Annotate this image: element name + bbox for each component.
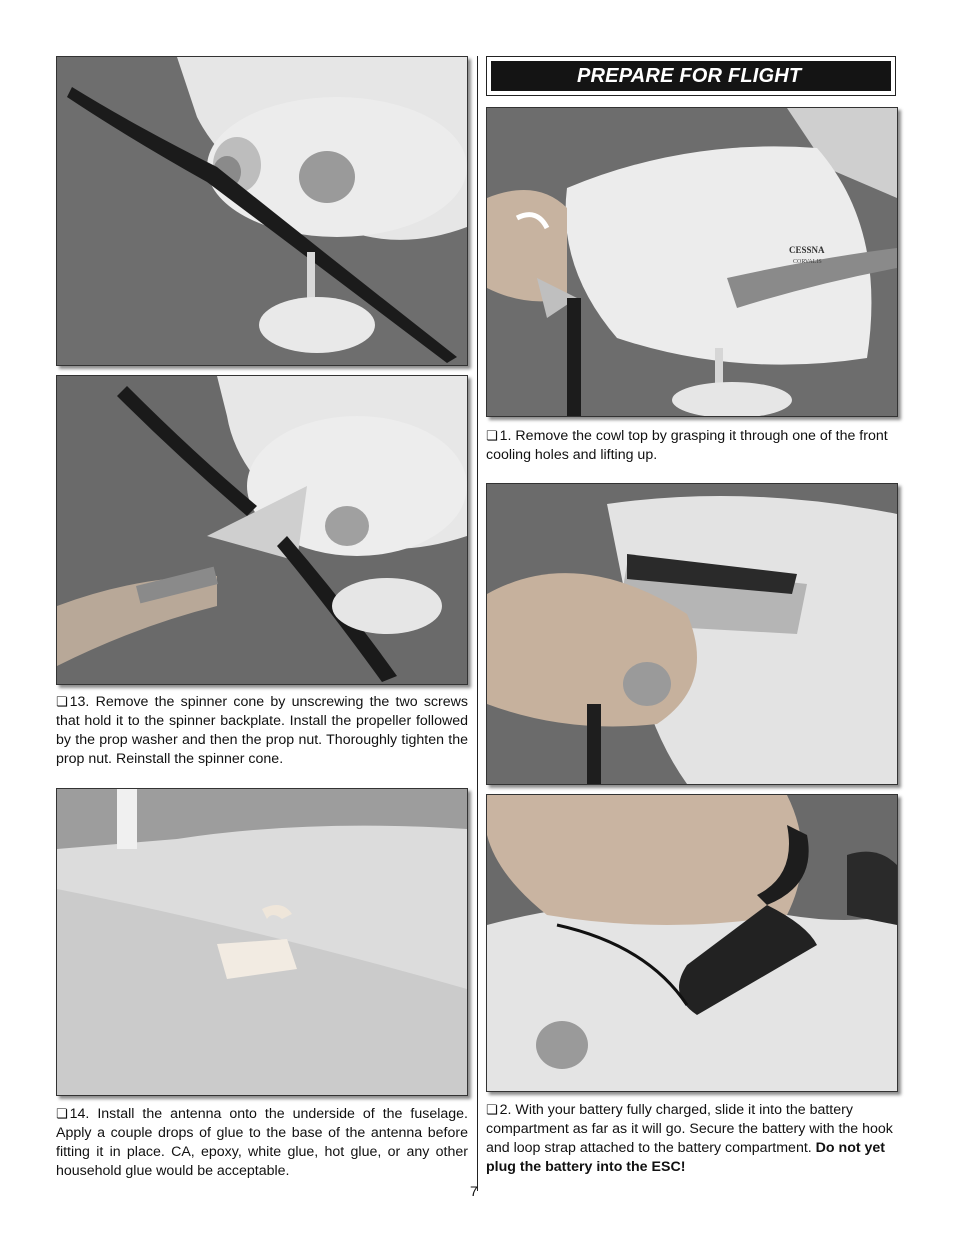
photo-antenna-install bbox=[56, 788, 468, 1096]
checkbox-icon[interactable]: ❏ bbox=[56, 1107, 68, 1122]
photo-propeller-installed bbox=[56, 56, 468, 366]
step-2-body: 2. With your battery fully charged, slide it into the battery compartment as far as it will go. Secure the battery with the hook and loop strap attached to the battery compartment. bbox=[486, 1102, 893, 1156]
section-title: PREPARE FOR FLIGHT bbox=[491, 61, 891, 91]
step-2-text bbox=[486, 1101, 900, 1177]
checkbox-icon[interactable]: ❏ bbox=[486, 429, 498, 444]
step-14-text bbox=[56, 1105, 468, 1181]
column-divider bbox=[477, 56, 478, 1191]
section-header bbox=[486, 56, 896, 96]
photo-cowl-removal bbox=[486, 107, 898, 417]
step-1-body: 1. Remove the cowl top by grasping it through one of the front cooling holes and lifting up. bbox=[486, 428, 888, 463]
step-13-body: 13. Remove the spinner cone by unscrewing the two screws that hold it to the spinner backplate. Install the propeller followed by the prop washer and then the prop nut. Thoroughly tighten the prop nut. Reinstall the spinner cone. bbox=[56, 694, 468, 767]
checkbox-icon[interactable]: ❏ bbox=[56, 695, 68, 710]
checkbox-icon[interactable]: ❏ bbox=[486, 1103, 498, 1118]
step-2-warning: Do not yet plug the battery into the ESC! bbox=[486, 1140, 886, 1175]
step-14-body: 14. Install the antenna onto the underside of the fuselage. Apply a couple drops of glue to the base of the antenna before fitting it in place. CA, epoxy, white glue, hot glue, or any other household glue would be acceptable. bbox=[56, 1106, 468, 1179]
step-1-text bbox=[486, 427, 900, 465]
photo-battery-insert bbox=[486, 483, 898, 785]
step-13-text bbox=[56, 693, 468, 769]
cessna-logo-text: CESSNA bbox=[789, 245, 825, 255]
page-number: 7 bbox=[470, 1183, 478, 1199]
photo-spinner-removal bbox=[56, 375, 468, 685]
corvalis-logo-text: CORVALIS bbox=[793, 259, 822, 265]
photo-battery-strap bbox=[486, 794, 898, 1092]
